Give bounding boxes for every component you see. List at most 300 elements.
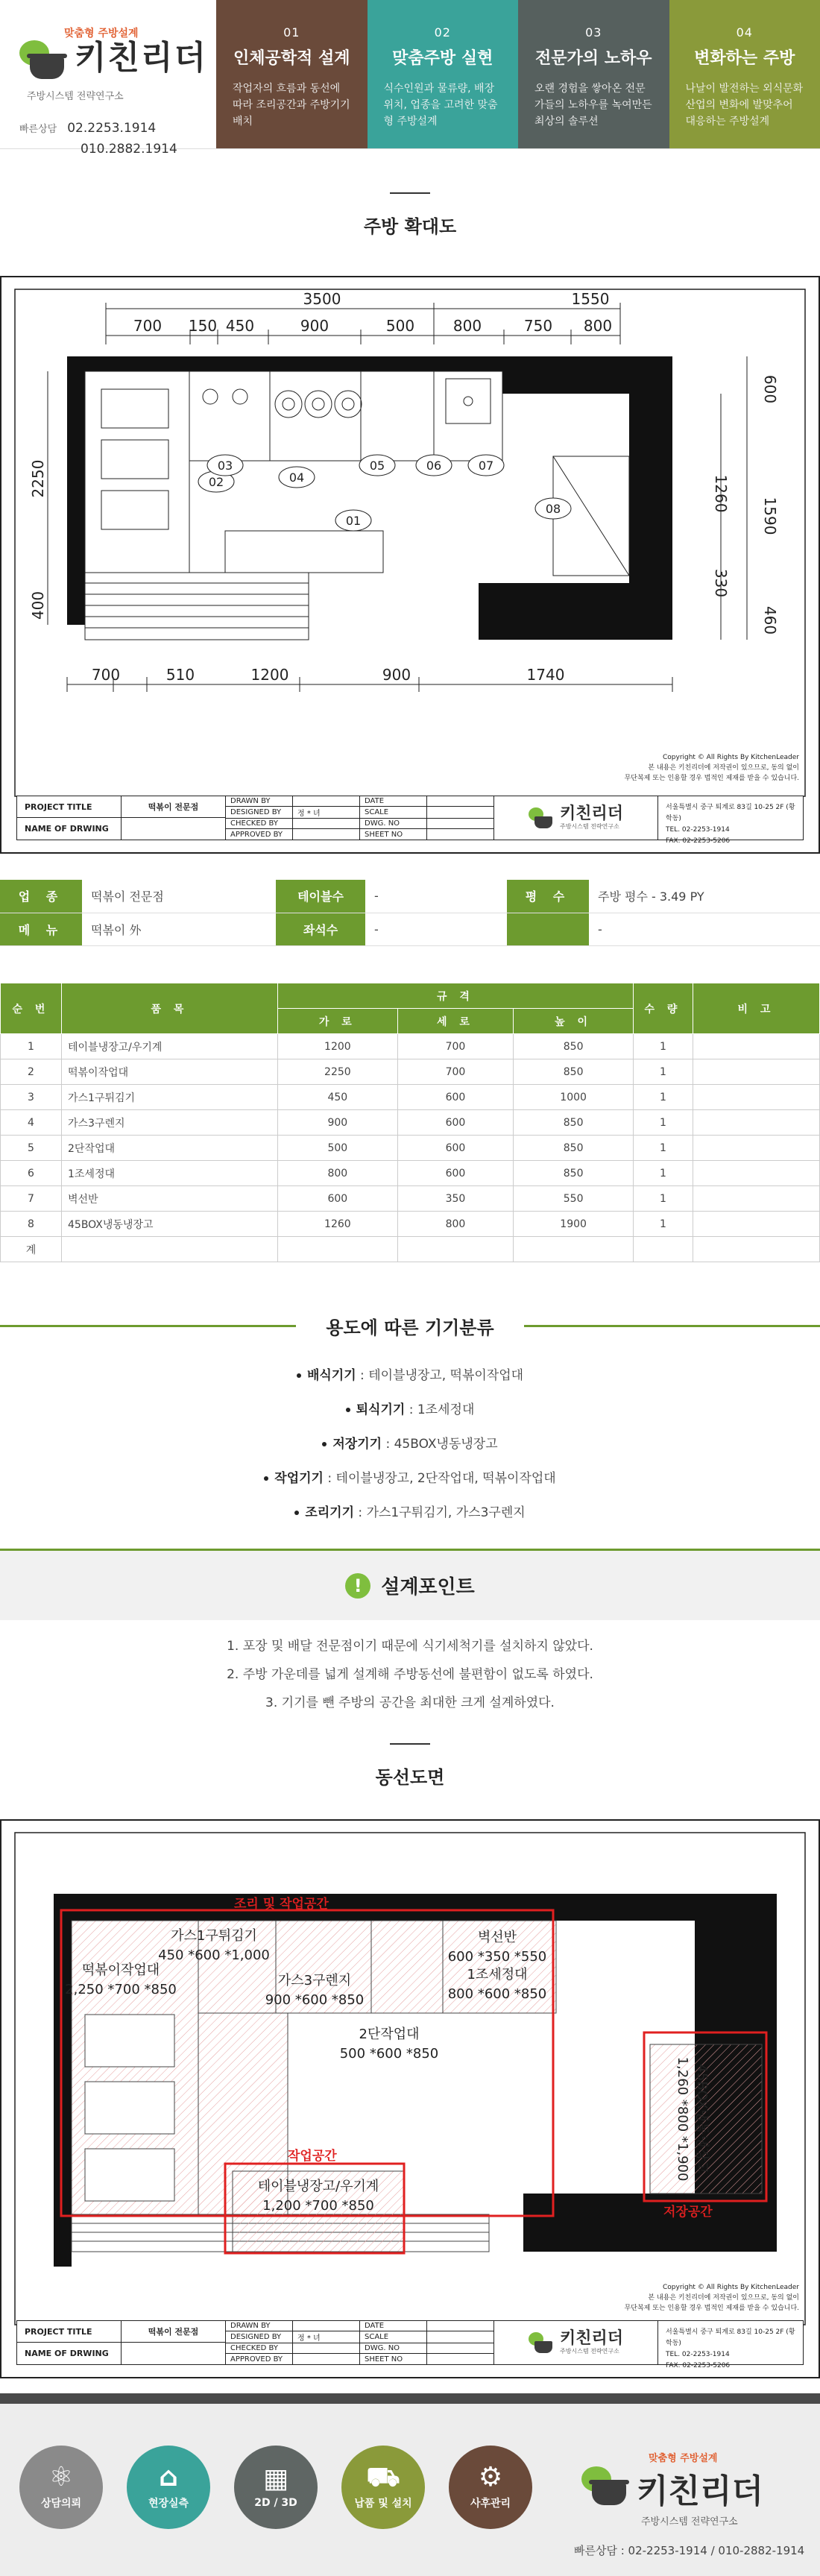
cell-item: 2단작업대 — [62, 1136, 278, 1161]
plan-svg — [1, 277, 819, 852]
grid-cell: SCALE — [360, 807, 427, 819]
header-note: 비 고 — [693, 983, 820, 1034]
feature-number: 04 — [736, 25, 753, 40]
section-title-text: 동선도면 — [375, 1767, 445, 1788]
bullet-icon — [322, 1442, 327, 1446]
dim-right: 1590 — [761, 497, 779, 535]
grid-cell — [427, 819, 494, 829]
cell-width: 450 — [278, 1085, 398, 1110]
cell-empty — [693, 1237, 820, 1262]
class-value: 테이블냉장고, 2단작업대, 떡볶이작업대 — [335, 1471, 556, 1486]
grid-cell — [427, 829, 494, 840]
dim-top-total: 3500 — [303, 290, 341, 308]
cell-total-label: 계 — [1, 1237, 62, 1262]
dim-top-right: 1550 — [571, 290, 610, 308]
cell-width: 1260 — [278, 1212, 398, 1237]
flow-svg — [1, 1821, 819, 2377]
pot-logo-icon — [581, 2466, 629, 2510]
design-points — [0, 1549, 820, 1731]
cell-height: 850 — [514, 1161, 634, 1186]
logo-subtitle: 주방시스템 전략연구소 — [641, 2516, 738, 2528]
title-bar — [390, 192, 430, 194]
zone-store-label: 저장공간 — [663, 2205, 713, 2220]
title-grid — [226, 796, 494, 840]
cell-no: 5 — [1, 1136, 62, 1161]
dim-top: 750 — [523, 317, 553, 335]
cell-width: 800 — [278, 1161, 398, 1186]
equip-dim: 600 *350 *550 — [447, 1949, 547, 1965]
feature-title: 맞춤주방 실현 — [392, 49, 493, 68]
cell-height: 1900 — [514, 1212, 634, 1237]
cell-no: 3 — [1, 1085, 62, 1110]
step-label: 현장실측 — [148, 2498, 189, 2510]
grid-cell: DWG. NO — [360, 2343, 427, 2354]
tag-04: 04 — [288, 470, 305, 485]
feature-number: 03 — [585, 25, 602, 40]
grid-cell — [427, 2321, 494, 2331]
cell-height: 850 — [514, 1034, 634, 1059]
grid-cell — [293, 2343, 360, 2354]
cell-empty — [278, 1237, 398, 1262]
section-title-kitchen-plan — [0, 192, 820, 238]
dim-left: 400 — [29, 591, 47, 620]
grid-cell — [427, 796, 494, 807]
equip-dim: 1,200 *700 *850 — [262, 2198, 374, 2214]
cell-qty: 1 — [634, 1034, 693, 1059]
consult-icon: ⚛ — [48, 2462, 74, 2492]
blank-value: - — [589, 913, 820, 945]
logo-subtitle: 주방시스템 전략연구소 — [27, 91, 124, 102]
cell-qty: 1 — [634, 1186, 693, 1212]
cell-width: 1200 — [278, 1034, 398, 1059]
bullet-icon — [264, 1476, 268, 1481]
cell-note — [693, 1034, 820, 1059]
measure-icon: ⌂ — [159, 2462, 178, 2492]
grid-cell: DATE — [360, 796, 427, 807]
equip-label: 2단작업대 — [359, 2027, 420, 2042]
grid-cell: DESIGNED BY — [226, 2331, 293, 2343]
grid-cell: DWG. NO — [360, 819, 427, 829]
truck-icon: ⛟ — [366, 2462, 400, 2492]
cell-item: 45BOX냉동냉장고 — [62, 1212, 278, 1237]
grid-cell — [427, 2343, 494, 2354]
business-type: 떡볶이 전문점 — [82, 880, 276, 913]
tel: TEL. 02-2253-1914 — [666, 826, 730, 834]
table-total-row — [1, 1237, 820, 1262]
classification-title: 용도에 따른 기기분류 — [326, 1317, 494, 1338]
cell-empty — [62, 1237, 278, 1262]
phone-label: 빠른상담 — [19, 124, 57, 135]
cell-empty — [634, 1237, 693, 1262]
header — [0, 0, 820, 157]
phone-1[interactable]: 02.2253.1914 — [67, 121, 157, 136]
cell-qty: 1 — [634, 1110, 693, 1136]
logo-name: 키친리더 — [75, 39, 208, 77]
grid-cell — [293, 819, 360, 829]
zone-cook-label: 조리 및 작업공간 — [234, 1897, 329, 1912]
step-label: 2D / 3D — [254, 2497, 297, 2509]
address: 서울특별시 중구 퇴계로 83길 10-25 2F (황학동) — [666, 804, 795, 822]
cell-note — [693, 1186, 820, 1212]
feature-box-3 — [518, 0, 669, 148]
project-name: 떡볶이 전문점 — [122, 796, 225, 818]
grid-cell: CHECKED BY — [226, 2343, 293, 2354]
cell-note — [693, 1085, 820, 1110]
pot-logo-icon — [529, 807, 554, 828]
cell-depth: 800 — [397, 1212, 514, 1237]
cell-note — [693, 1136, 820, 1161]
cell-item: 벽선반 — [62, 1186, 278, 1212]
dim-bottom: 510 — [165, 666, 195, 684]
title-block-logo — [494, 2321, 658, 2364]
footer — [0, 2393, 820, 2576]
cell-item: 가스3구렌지 — [62, 1110, 278, 1136]
equip-label: 떡볶이작업대 — [81, 1962, 160, 1978]
exclamation-icon: ! — [345, 1573, 370, 1599]
grid-cell: DRAWN BY — [226, 796, 293, 807]
grid-cell — [293, 2354, 360, 2364]
equip-label: 45BOX냉동냉장고 — [694, 2064, 710, 2174]
cell-note — [693, 1161, 820, 1186]
dim-top: 800 — [452, 317, 482, 335]
equip-label: 1조세정대 — [467, 1967, 528, 1983]
design-point: 3. 기기를 뺀 주방의 공간을 최대한 크게 설계하였다. — [265, 1695, 555, 1710]
grid-cell: SHEET NO — [360, 2354, 427, 2364]
table-row — [1, 1212, 820, 1237]
section-title-text: 주방 확대도 — [363, 216, 457, 237]
notice-text: 본 내용은 키친리더에 저작권이 있으므로, 동의 없이 — [648, 764, 799, 772]
tag-07: 07 — [478, 459, 494, 473]
tag-05: 05 — [369, 459, 385, 473]
cell-no: 2 — [1, 1059, 62, 1085]
divider — [524, 1325, 820, 1327]
header-item: 품 목 — [62, 983, 278, 1034]
bullet-icon — [297, 1373, 301, 1378]
logo-name: 키친리더 — [559, 2328, 623, 2348]
header-width: 가 로 — [278, 1009, 398, 1034]
dim-bottom: 900 — [382, 666, 411, 684]
project-title-label: PROJECT TITLE — [17, 796, 121, 818]
tag-02: 02 — [208, 475, 224, 489]
store-info-table — [0, 880, 820, 946]
equip-dim: 800 *600 *850 — [447, 1986, 547, 2002]
step-drawing[interactable] — [234, 2446, 318, 2529]
header-no: 순 번 — [1, 983, 62, 1034]
grid-cell: DATE — [360, 2321, 427, 2331]
logo-subtitle: 주방시스템 전략연구소 — [559, 822, 619, 830]
name-of-drawing-label: NAME OF DRWING — [25, 824, 109, 834]
cell-qty: 1 — [634, 1212, 693, 1237]
zone-work-label: 작업공간 — [288, 2149, 337, 2164]
logo-tagline: 맞춤형 주방설계 — [64, 28, 139, 40]
feature-desc: 식수인원과 물류량, 배장위치, 업종을 고려한 맞춤형 주방설계 — [383, 83, 498, 127]
cell-no: 7 — [1, 1186, 62, 1212]
grid-cell — [427, 2331, 494, 2343]
feature-desc: 작업자의 흐름과 동선에 따라 조리공간과 주방기기 배치 — [233, 83, 350, 127]
dim-bottom: 1200 — [250, 666, 289, 684]
dim-top: 900 — [300, 317, 329, 335]
seats-value: - — [365, 913, 507, 945]
list-item: 배식기기 : 테이블냉장고, 떡볶이작업대 — [0, 1358, 820, 1393]
tag-01: 01 — [345, 514, 362, 528]
cell-width: 600 — [278, 1186, 398, 1212]
cell-item: 테이블냉장고/우기계 — [62, 1034, 278, 1059]
cell-empty — [397, 1237, 514, 1262]
grid-cell: SHEET NO — [360, 829, 427, 840]
dim-right: 460 — [761, 605, 779, 635]
notice-text: 본 내용은 키친리더에 저작권이 있으므로, 동의 없이 — [648, 2294, 799, 2302]
section-title-flow-plan — [0, 1743, 820, 1789]
bullet-icon — [346, 1408, 350, 1412]
grid-cell: 정 * 녀 — [293, 2331, 360, 2343]
dim-right: 600 — [761, 374, 779, 404]
cell-qty: 1 — [634, 1059, 693, 1085]
tag-06: 06 — [426, 459, 442, 473]
tables-value: - — [365, 880, 507, 913]
menu-value: 떡볶이 外 — [82, 913, 276, 945]
address: 서울특별시 중구 퇴계로 83길 10-25 2F (황학동) — [666, 2328, 795, 2347]
dim-top: 500 — [385, 317, 415, 335]
class-key: 저장기기 — [332, 1437, 382, 1452]
title-block-logo — [494, 796, 658, 840]
dim-top: 150 — [188, 317, 218, 335]
dim-right: 1260 — [712, 474, 730, 513]
table-row — [1, 1085, 820, 1110]
classification-header — [0, 1312, 820, 1339]
bullet-icon — [294, 1511, 299, 1515]
cell-width: 900 — [278, 1110, 398, 1136]
feature-title: 전문가의 노하우 — [535, 49, 652, 68]
logo-name: 키친리더 — [559, 804, 623, 823]
phone-block — [19, 119, 216, 159]
design-points-title: 설계포인트 — [381, 1576, 475, 1599]
class-value: 1조세정대 — [417, 1402, 475, 1417]
drawing-name — [122, 818, 225, 840]
cell-note — [693, 1059, 820, 1085]
dim-top: 700 — [133, 317, 163, 335]
equip-dim: 1,260 *800 *1,900 — [675, 2056, 690, 2182]
cell-no: 1 — [1, 1034, 62, 1059]
grid-cell — [293, 2321, 360, 2331]
cell-qty: 1 — [634, 1085, 693, 1110]
equip-dim: 450 *600 *1,000 — [158, 1947, 270, 1963]
feature-desc: 오랜 경험을 쌓아온 전문가들의 노하우를 녹여만든 최상의 솔루션 — [534, 83, 652, 127]
cell-height: 850 — [514, 1110, 634, 1136]
cell-item: 가스1구튀김기 — [62, 1085, 278, 1110]
design-points-band — [0, 1549, 820, 1620]
cell-empty — [514, 1237, 634, 1262]
classification-list — [0, 1358, 820, 1530]
table-row — [1, 1059, 820, 1085]
name-of-drawing-label: NAME OF DRWING — [25, 2349, 109, 2358]
grid-cell: DRAWN BY — [226, 2321, 293, 2331]
design-points-lines — [0, 1620, 820, 1717]
cell-item: 1조세정대 — [62, 1161, 278, 1186]
logo-subtitle: 주방시스템 전략연구소 — [559, 2347, 619, 2355]
grid-cell: APPROVED BY — [226, 2354, 293, 2364]
cell-depth: 600 — [397, 1136, 514, 1161]
dim-top: 450 — [225, 317, 255, 335]
spec-body — [1, 1034, 820, 1262]
grid-cell: 정 * 녀 — [293, 807, 360, 819]
cell-depth: 700 — [397, 1059, 514, 1085]
dim-left: 2250 — [29, 459, 47, 498]
header-height: 높 이 — [514, 1009, 634, 1034]
design-point: 2. 주방 가운데를 넓게 설계해 주방동선에 불편함이 없도록 하였다. — [227, 1667, 593, 1682]
table-row — [1, 1034, 820, 1059]
fax: FAX. 02-2253-5206 — [666, 837, 731, 845]
cell-height: 850 — [514, 1136, 634, 1161]
design-point: 1. 포장 및 배달 전문점이기 때문에 식기세척기를 설치하지 않았다. — [227, 1639, 593, 1654]
feature-title: 인체공학적 설계 — [233, 49, 350, 68]
pot-logo-icon — [529, 2332, 554, 2353]
grid-cell: SCALE — [360, 2331, 427, 2343]
tel: TEL. 02-2253-1914 — [666, 2351, 730, 2358]
cell-width: 500 — [278, 1136, 398, 1161]
label-seats: 좌석수 — [276, 913, 365, 945]
cell-item: 떡볶이작업대 — [62, 1059, 278, 1085]
area-value: 주방 평수 - 3.49 PY — [589, 880, 820, 913]
table-row — [1, 1186, 820, 1212]
brand-block — [0, 0, 216, 157]
class-value: 45BOX냉동냉장고 — [394, 1437, 498, 1452]
label-blank — [507, 913, 589, 945]
step-label: 납품 및 설치 — [354, 2498, 412, 2510]
title-bar — [390, 1743, 430, 1745]
grid-cell — [293, 796, 360, 807]
cell-height: 1000 — [514, 1085, 634, 1110]
list-item: 조리기기 : 가스1구튀김기, 가스3구렌지 — [0, 1496, 820, 1530]
cell-width: 2250 — [278, 1059, 398, 1085]
logo[interactable] — [19, 40, 216, 84]
grid-cell: APPROVED BY — [226, 829, 293, 840]
table-row — [1, 1136, 820, 1161]
label-area: 평 수 — [507, 880, 589, 913]
equip-dim: 500 *600 *850 — [339, 2046, 439, 2062]
dim-top: 800 — [583, 317, 613, 335]
logo-name: 키친리더 — [637, 2472, 764, 2510]
feature-number: 02 — [434, 25, 451, 40]
step-delivery[interactable] — [341, 2446, 425, 2529]
table-row — [1, 1161, 820, 1186]
equipment-spec-table — [0, 983, 820, 1262]
grid-cell — [427, 807, 494, 819]
cell-height: 850 — [514, 1059, 634, 1085]
feature-box-1 — [216, 0, 368, 148]
step-label: 상담의뢰 — [40, 2498, 82, 2510]
grid-cell: DESIGNED BY — [226, 807, 293, 819]
label-business-type: 업 종 — [0, 880, 82, 913]
footer-stripe — [0, 2393, 820, 2404]
address-block — [658, 796, 803, 845]
class-key: 작업기기 — [274, 1471, 324, 1486]
pot-logo-icon — [19, 40, 67, 84]
header-depth: 세 로 — [397, 1009, 514, 1034]
list-item: 퇴식기기 : 1조세정대 — [0, 1393, 820, 1427]
notice-text: 무단복제 또는 인용할 경우 법적인 제재를 받을 수 있습니다. — [624, 775, 799, 782]
cell-depth: 350 — [397, 1186, 514, 1212]
notice-text: 무단복제 또는 인용할 경우 법적인 제재를 받을 수 있습니다. — [624, 2305, 799, 2312]
equip-label: 가스3구렌지 — [277, 1973, 352, 1988]
equip-label: 벽선반 — [477, 1930, 517, 1945]
fax: FAX. 02-2253-5206 — [666, 2362, 731, 2369]
footer-logo[interactable] — [581, 2450, 763, 2528]
header-size: 규 격 — [278, 983, 634, 1009]
grid-cell — [427, 2354, 494, 2364]
step-label: 사후관리 — [470, 2498, 511, 2510]
cell-depth: 600 — [397, 1085, 514, 1110]
class-key: 퇴식기기 — [356, 1402, 406, 1417]
grid-cell — [293, 829, 360, 840]
step-measure[interactable] — [127, 2446, 210, 2529]
cell-depth: 600 — [397, 1110, 514, 1136]
cell-depth: 700 — [397, 1034, 514, 1059]
cell-no: 4 — [1, 1110, 62, 1136]
equip-label: 가스1구튀김기 — [171, 1928, 257, 1944]
header-qty: 수 량 — [634, 983, 693, 1034]
cell-note — [693, 1110, 820, 1136]
feature-desc: 나날이 발전하는 외식문화 산업의 변화에 발맞추어 대응하는 주방설계 — [685, 83, 804, 127]
cell-height: 550 — [514, 1186, 634, 1212]
equip-dim: 900 *600 *850 — [265, 1992, 365, 2008]
list-item: 저장기기 : 45BOX냉동냉장고 — [0, 1427, 820, 1461]
title-grid — [226, 2321, 494, 2364]
address-block — [658, 2321, 803, 2369]
cell-qty: 1 — [634, 1161, 693, 1186]
project-title-label: PROJECT TITLE — [17, 2321, 121, 2343]
equip-label: 테이블냉장고/우기계 — [257, 2179, 379, 2194]
footer-phone[interactable]: 빠른상담 : 02-2253-1914 / 010-2882-1914 — [574, 2544, 805, 2557]
phone-2[interactable]: 010.2882.1914 — [81, 142, 177, 157]
cell-depth: 600 — [397, 1161, 514, 1186]
table-row — [1, 1110, 820, 1136]
dim-right: 330 — [712, 568, 730, 598]
class-value: 가스1구튀김기, 가스3구렌지 — [366, 1505, 526, 1520]
title-block — [16, 2320, 804, 2369]
kitchen-plan-drawing — [0, 276, 820, 854]
class-value: 테이블냉장고, 떡볶이작업대 — [368, 1368, 524, 1383]
logo-tagline: 맞춤형 주방설계 — [649, 2453, 718, 2464]
tag-03: 03 — [217, 459, 233, 473]
class-key: 조리기기 — [305, 1505, 355, 1520]
equip-dim: 2,250 *700 *850 — [65, 1982, 177, 1997]
copyright-text: Copyright © All Rights By KitchenLeader — [662, 754, 799, 761]
grid-cell: CHECKED BY — [226, 819, 293, 829]
list-item: 작업기기 : 테이블냉장고, 2단작업대, 떡볶이작업대 — [0, 1461, 820, 1496]
aftercare-icon: ⚙ — [478, 2462, 503, 2492]
feature-number: 01 — [283, 25, 300, 40]
copyright-text: Copyright © All Rights By KitchenLeader — [662, 2284, 799, 2291]
feature-box-4 — [669, 0, 820, 148]
dim-bottom: 1740 — [526, 666, 565, 684]
drawing-name — [122, 2343, 225, 2364]
tag-08: 08 — [545, 502, 561, 516]
step-aftercare[interactable] — [449, 2446, 532, 2529]
cell-note — [693, 1212, 820, 1237]
label-tables: 테이블수 — [276, 880, 365, 913]
drawing-icon: ▦ — [262, 2463, 288, 2494]
project-name: 떡볶이 전문점 — [122, 2321, 225, 2343]
divider — [0, 1325, 296, 1327]
cell-qty: 1 — [634, 1136, 693, 1161]
step-consult[interactable] — [19, 2446, 103, 2529]
feature-title: 변화하는 주방 — [694, 49, 795, 68]
cell-no: 6 — [1, 1161, 62, 1186]
cell-no: 8 — [1, 1212, 62, 1237]
flow-plan-drawing — [0, 1819, 820, 2378]
title-block — [16, 796, 804, 845]
dim-bottom: 700 — [91, 666, 121, 684]
